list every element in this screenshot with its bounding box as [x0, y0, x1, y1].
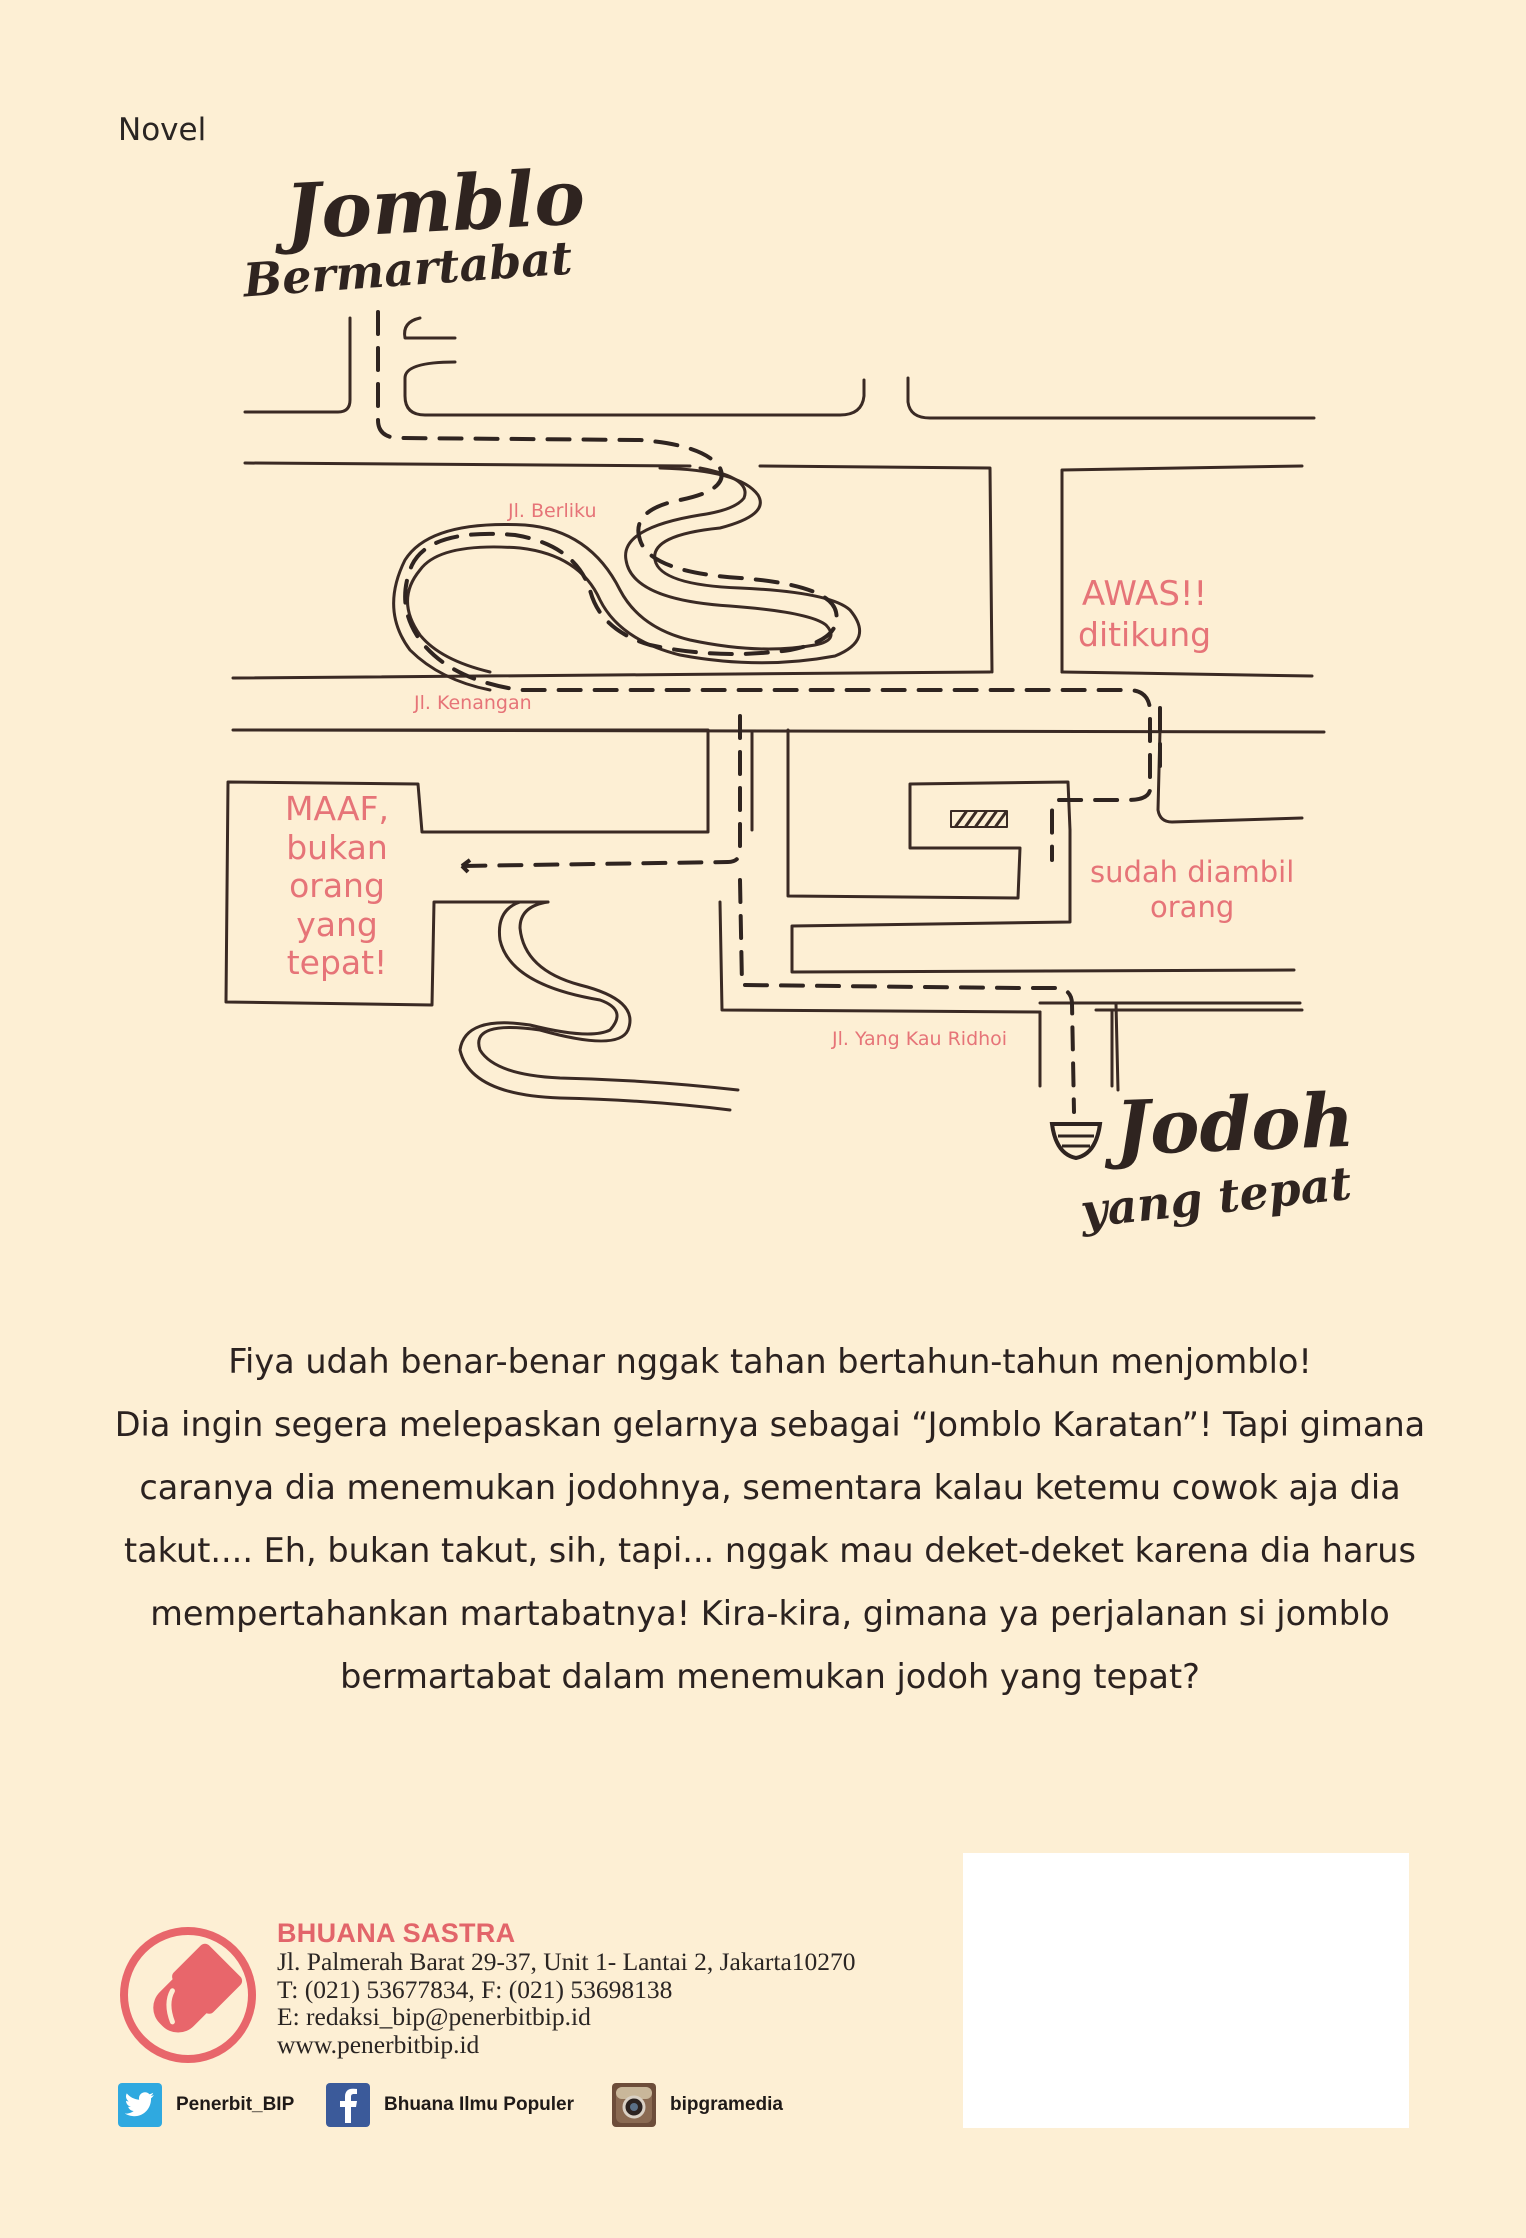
road-edge [788, 730, 1070, 898]
synopsis-line: caranya dia menemukan jodohnya, sementara kalau ketemu cowok aja dia [139, 1468, 1401, 1507]
publisher-email: E: redaksi_bip@penerbitbip.id [277, 2002, 591, 2031]
publisher-contact [277, 1948, 856, 2058]
note-maaf-line1: MAAF, [284, 789, 389, 828]
note-maaf [272, 790, 402, 983]
road-edge [245, 463, 690, 466]
note-awas-line2: ditikung [1078, 614, 1212, 654]
street-label-ridhoi: Jl. Yang Kau Ridhoi [832, 1028, 1008, 1050]
synopsis-line: takut.... Eh, bukan takut, sih, tapi... nggak mau deket-deket karena dia harus [123, 1531, 1416, 1570]
note-maaf-line4: yang [296, 904, 378, 944]
publisher-logo-icon [118, 1925, 258, 2065]
winding-road [479, 902, 738, 1090]
synopsis-line: bermartabat dalam menemukan jodoh yang tepat? [340, 1657, 1200, 1696]
winding-road [408, 468, 860, 672]
street-label-kenangan: Jl. Kenangan [414, 692, 532, 714]
publisher-phone: T: (021) 53677834, F: (021) 53698138 [277, 1974, 673, 2004]
note-maaf-line5: tepat! [286, 943, 388, 983]
instagram-handle: bipgramedia [670, 2094, 783, 2115]
road-edge [720, 902, 1040, 1012]
barcode-area [963, 1853, 1409, 2128]
note-sudah-line1: sudah diambil [1090, 855, 1295, 889]
book-title-line1: Jomblo [282, 152, 587, 257]
facebook-handle: Bhuana Ilmu Populer [384, 2094, 575, 2115]
destination-pin-icon [1052, 1124, 1100, 1158]
social-instagram [612, 2082, 783, 2128]
route-path [460, 716, 740, 866]
note-maaf-line3: orang [289, 866, 385, 906]
road-edge [245, 318, 350, 412]
synopsis [100, 1330, 1440, 1708]
road-edge [233, 672, 990, 678]
road-edge [760, 466, 992, 672]
synopsis-line: Dia ingin segera melepaskan gelarnya sebagai “Jomblo Karatan”! Tapi gimana [114, 1405, 1426, 1444]
note-awas [1078, 574, 1211, 654]
instagram-icon [612, 2083, 656, 2127]
facebook-icon [326, 2083, 370, 2127]
road-edge [1158, 730, 1302, 822]
road-edge [405, 318, 455, 338]
social-facebook [326, 2082, 574, 2128]
publisher-name: BHUANA SASTRA [277, 1918, 516, 1948]
destination-title-line1: Jodoh [1113, 1077, 1356, 1173]
note-maaf-line2: bukan [286, 827, 388, 867]
social-twitter [118, 2082, 294, 2128]
synopsis-line: Fiya udah benar-benar nggak tahan bertahun-tahun menjomblo! [228, 1342, 1312, 1381]
twitter-handle: Penerbit_BIP [176, 2094, 295, 2115]
street-label-berliku: Jl. Berliku [508, 500, 597, 522]
road-edge [908, 378, 1314, 418]
note-sudah-line2: orang [1150, 889, 1235, 924]
publisher-website: www.penerbitbip.id [277, 2029, 480, 2059]
note-awas-line1: AWAS!! [1081, 574, 1208, 614]
publisher-address: Jl. Palmerah Barat 29-37, Unit 1- Lantai 2, Jakarta10270 [277, 1947, 856, 1976]
route-path [378, 312, 1150, 860]
road-edge [1062, 672, 1312, 676]
route-path [740, 880, 1074, 1112]
road-edge [1116, 1004, 1118, 1090]
destination-title-line2: yang tepat [1077, 1155, 1354, 1239]
road-edge [405, 362, 864, 415]
note-sudah [1090, 855, 1294, 925]
book-title-line2: Bermartabat [241, 230, 574, 308]
twitter-icon [118, 2083, 162, 2127]
synopsis-line: mempertahankan martabatnya! Kira-kira, gimana ya perjalanan si jomblo [150, 1594, 1390, 1633]
genre-label: Novel [118, 112, 207, 148]
